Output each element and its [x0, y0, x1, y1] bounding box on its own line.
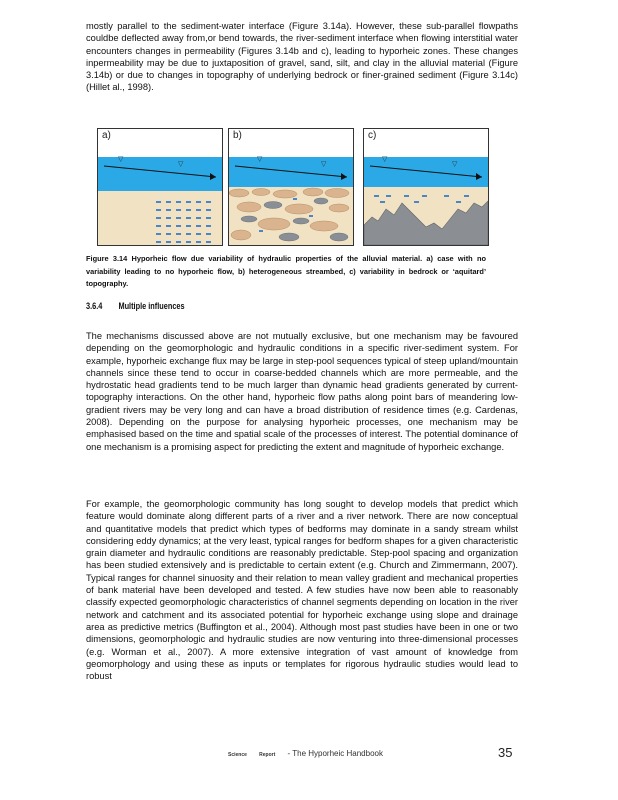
panel-a-label: a) — [102, 130, 111, 141]
figure-caption-text: Hyporheic flow due variability of hydraulic properties of the alluvial material. a) case with no variability leading to no hyporheic flow, b) heterogeneous streambed, c) variability in bedrock or ‘aquitard’ topography. — [86, 254, 486, 288]
svg-text:▽: ▽ — [321, 161, 327, 168]
figure-panel-b — [228, 128, 354, 246]
figure-panel-c — [363, 128, 489, 246]
page-number: 35 — [498, 745, 513, 760]
panel-b-label: b) — [233, 130, 242, 141]
footer-title: - The Hyporheic Handbook — [287, 749, 383, 758]
svg-text:▽: ▽ — [382, 156, 388, 163]
figure-panel-a — [97, 128, 223, 246]
svg-text:▽: ▽ — [452, 161, 458, 168]
top-paragraph: mostly parallel to the sediment-water interface (Figure 3.14a). However, these sub-parallel flowpaths couldbe deflected away from,or bend towards, the river-sediment interface when flowing interstitial water encounters changes in permeability (Figures 3.14b and c), leading to hyporheic zones. These changes inpermeability may be due to juxtaposition of gravel, sand, silt, and clay in the alluvial material (Figure 3.14b) or due to changes in topography of underlying bedrock or finer-grained sediment (Figure 3.14c) (Hillet al., 1998). — [86, 21, 518, 93]
svg-text:▽: ▽ — [178, 161, 184, 168]
figure-caption-label: Figure 3.14 — [86, 254, 128, 263]
paragraph-1: The mechanisms discussed above are not mutually exclusive, but one mechanism may be favoured depending on the geomorphologic and hydraulic conditions in a specific river-sediment system. For example, hyporheic exchange flux may be large in step-pool sequences typical of steep upland/mountain channels since these tend to occur in coarse-bedded channels which are more permeable, and the hydrostatic head gradients tend to be much larger than dynamic head gradients generated by current-topography interactions. On the other hand, hyporheic flow paths along point bars of meandering low-gradient rivers may be very long and can have a broad distribution of residence times (e.g. Cardenas, 2008). Depending on the purpose for analysing hyporheic processes, one mechanism may be emphasised based on the time and spatial scale of the processes of interest. The potential dominance of one mechanism is a promising aspect for predicting the extent and magnitude of hyporheic exchange. — [86, 331, 518, 452]
paragraph-2: For example, the geomorphologic community has long sought to develop models that predict which feature would dominate along different parts of a river and a river network. There are now conceptual and quantitative models that predict which types of bedforms may dominate in a sandy stream whilst considering eddy dynamics; at the very least, typical ranges for bedform shapes for a given characteristic grain diameter and hydraulic conditions are reasonably predictable. Step-pool spacing and organization has been studied extensively and is predictable to certain extent (e.g. Church and Zimmermann, 2007). Typical ranges for channel sinuosity and their relation to mean valley gradient and mechanical properties of bank material have been developed and tested. A few studies have now been able to reasonably classify expected geomorphologic characteristics of channel segments depending on location in the river network and catchment and its associated potential for hyporheic exchange using slope and drainage area as predictive metrics (Buffington et al., 2004). Although most past studies have been in one or two dimensions, geomorphologic and hydraulic studies are now venturing into three-dimensional processes (e.g. Worman et al., 2007). A more extensive integration of vast amount of knowledge from geomorphology and using these as inputs or templates for rigorous hydraulic studies would lead to robust — [86, 499, 518, 682]
panel-c-label: c) — [368, 130, 377, 141]
figure-caption — [86, 253, 486, 291]
section-number: 3.6.4 — [86, 301, 103, 311]
section-heading — [86, 301, 185, 311]
panel-c-diagram — [364, 129, 488, 245]
panel-b-diagram — [229, 129, 353, 245]
footer — [228, 749, 383, 758]
footer-prefix-1: Science — [228, 752, 247, 758]
svg-text:▽: ▽ — [257, 156, 263, 163]
footer-prefix-2: Report — [259, 752, 276, 758]
section-title: Multiple influences — [118, 301, 185, 311]
panel-a-diagram — [98, 129, 222, 245]
svg-text:▽: ▽ — [118, 156, 124, 163]
